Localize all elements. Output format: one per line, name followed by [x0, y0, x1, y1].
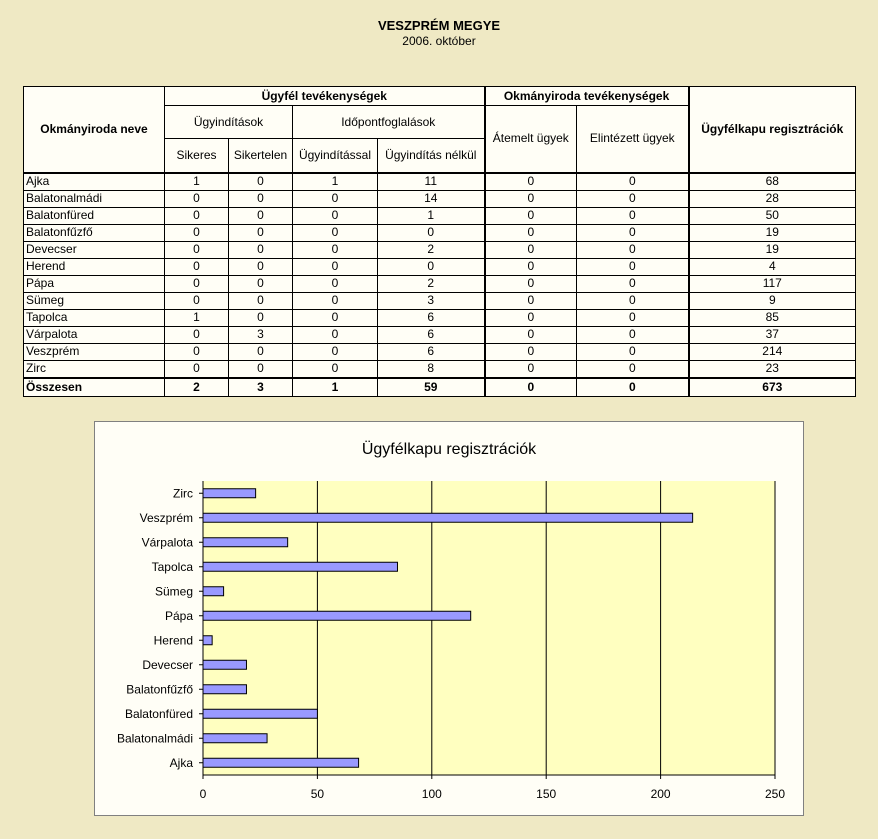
- cell-sikertelen: 0: [229, 207, 293, 224]
- header-with-initiation: Ügyindítással: [293, 139, 378, 173]
- table-row: [24, 173, 856, 191]
- header-office-name: Okmányiroda neve: [24, 87, 165, 173]
- cell-nelkul: 3: [378, 292, 485, 309]
- cell-atemelt: 0: [485, 309, 577, 326]
- table-row: [24, 292, 856, 309]
- category-label: Zirc: [173, 486, 193, 501]
- cell-sikeres: 0: [165, 275, 229, 292]
- cell-elintezett: 0: [577, 258, 689, 275]
- bar: [203, 685, 246, 694]
- cell-atemelt: 0: [485, 258, 577, 275]
- cell-sikertelen: 0: [229, 309, 293, 326]
- cell-nelkul: 6: [378, 326, 485, 343]
- cell-elintezett: 0: [577, 326, 689, 343]
- header-successful: Sikeres: [165, 139, 229, 173]
- cell-sikertelen: 3: [229, 326, 293, 343]
- cell-nelkul: 11: [378, 173, 485, 191]
- header-transferred-cases: Átemelt ügyek: [485, 106, 577, 173]
- cell-nelkul: 2: [378, 275, 485, 292]
- plot-area: [203, 481, 775, 775]
- cell-nelkul: 1: [378, 207, 485, 224]
- office-name-cell: Balatonfüred: [24, 207, 165, 224]
- cell-atemelt: 0: [485, 326, 577, 343]
- category-label: Pápa: [164, 608, 193, 623]
- category-label: Balatonfüred: [124, 706, 193, 721]
- cell-atemelt: 0: [485, 207, 577, 224]
- table-row: [24, 309, 856, 326]
- report-header: [0, 18, 878, 49]
- cell-nelkul: 6: [378, 309, 485, 326]
- cell-kapu: 9: [689, 292, 856, 309]
- x-tick-label: 100: [421, 787, 442, 801]
- bar: [203, 562, 397, 571]
- header-appointments: Időpontfoglalások: [293, 106, 485, 139]
- cell-kapu: 4: [689, 258, 856, 275]
- cell-sikertelen: 0: [229, 241, 293, 258]
- cell-nelkul: 6: [378, 343, 485, 360]
- cell-ugyinditassal: 0: [293, 207, 378, 224]
- cell-kapu: 117: [689, 275, 856, 292]
- office-name-cell: Ajka: [24, 173, 165, 191]
- category-label: Tapolca: [151, 559, 193, 574]
- office-name-cell: Összesen: [24, 378, 165, 397]
- office-name-cell: Sümeg: [24, 292, 165, 309]
- cell-sikertelen: 0: [229, 173, 293, 191]
- cell-sikertelen: 0: [229, 224, 293, 241]
- cell-elintezett: 0: [577, 173, 689, 191]
- cell-elintezett: 0: [577, 224, 689, 241]
- chart-title: Ügyfélkapu regisztrációk: [361, 441, 537, 458]
- cell-atemelt: 0: [485, 241, 577, 258]
- cell-sikeres: 0: [165, 207, 229, 224]
- cell-kapu: 19: [689, 241, 856, 258]
- cell-kapu: 19: [689, 224, 856, 241]
- total-row: [24, 378, 856, 397]
- header-client-activities: Ügyfél tevékenységek: [165, 87, 485, 106]
- table-row: [24, 190, 856, 207]
- cell-nelkul: 2: [378, 241, 485, 258]
- cell-ugyinditassal: 0: [293, 343, 378, 360]
- header-gateway-registrations: Ügyfélkapu regisztrációk: [689, 87, 856, 173]
- header-office-activities: Okmányiroda tevékenységek: [485, 87, 689, 106]
- x-tick-label: 200: [650, 787, 671, 801]
- table-row: [24, 275, 856, 292]
- table-row: [24, 326, 856, 343]
- table-row: [24, 343, 856, 360]
- cell-ugyinditassal: 0: [293, 224, 378, 241]
- office-name-cell: Veszprém: [24, 343, 165, 360]
- header-case-initiations: Ügyindítások: [165, 106, 293, 139]
- cell-sikertelen: 0: [229, 258, 293, 275]
- cell-ugyinditassal: 1: [293, 173, 378, 191]
- cell-atemelt: 0: [485, 190, 577, 207]
- cell-ugyinditassal: 1: [293, 378, 378, 397]
- bar: [203, 660, 246, 669]
- cell-kapu: 68: [689, 173, 856, 191]
- cell-kapu: 50: [689, 207, 856, 224]
- header-completed-cases: Elintézett ügyek: [577, 106, 689, 173]
- cell-nelkul: 0: [378, 224, 485, 241]
- cell-sikeres: 0: [165, 343, 229, 360]
- statistics-table: [23, 86, 856, 397]
- cell-nelkul: 0: [378, 258, 485, 275]
- office-name-cell: Pápa: [24, 275, 165, 292]
- category-label: Herend: [153, 633, 193, 648]
- table-row: [24, 360, 856, 378]
- x-tick-label: 150: [536, 787, 557, 801]
- cell-sikertelen: 0: [229, 190, 293, 207]
- cell-sikeres: 0: [165, 224, 229, 241]
- cell-nelkul: 14: [378, 190, 485, 207]
- category-label: Devecser: [142, 657, 193, 672]
- table-row: [24, 258, 856, 275]
- category-label: Sümeg: [154, 584, 193, 599]
- cell-elintezett: 0: [577, 207, 689, 224]
- cell-sikertelen: 0: [229, 275, 293, 292]
- cell-ugyinditassal: 0: [293, 309, 378, 326]
- category-label: Veszprém: [139, 510, 193, 525]
- cell-atemelt: 0: [485, 173, 577, 191]
- category-label: Balatonfűzfő: [126, 682, 193, 697]
- cell-ugyinditassal: 0: [293, 292, 378, 309]
- office-name-cell: Várpalota: [24, 326, 165, 343]
- cell-sikeres: 2: [165, 378, 229, 397]
- bar: [203, 513, 693, 522]
- bar: [203, 538, 288, 547]
- cell-elintezett: 0: [577, 241, 689, 258]
- bar-chart: [95, 422, 803, 815]
- table-row: [24, 241, 856, 258]
- bar: [203, 709, 317, 718]
- cell-kapu: 23: [689, 360, 856, 378]
- cell-atemelt: 0: [485, 224, 577, 241]
- x-tick-label: 0: [199, 787, 207, 801]
- cell-sikeres: 0: [165, 258, 229, 275]
- cell-sikeres: 0: [165, 190, 229, 207]
- header-unsuccessful: Sikertelen: [229, 139, 293, 173]
- cell-ugyinditassal: 0: [293, 360, 378, 378]
- cell-ugyinditassal: 0: [293, 258, 378, 275]
- cell-elintezett: 0: [577, 378, 689, 397]
- cell-elintezett: 0: [577, 360, 689, 378]
- cell-kapu: 673: [689, 378, 856, 397]
- cell-atemelt: 0: [485, 360, 577, 378]
- report-title: VESZPRÉM MEGYE: [377, 18, 501, 33]
- x-tick-label: 50: [310, 787, 325, 801]
- office-name-cell: Zirc: [24, 360, 165, 378]
- cell-kapu: 28: [689, 190, 856, 207]
- cell-sikertelen: 0: [229, 343, 293, 360]
- cell-elintezett: 0: [577, 343, 689, 360]
- cell-nelkul: 59: [378, 378, 485, 397]
- table-row: [24, 224, 856, 241]
- office-name-cell: Balatonalmádi: [24, 190, 165, 207]
- report-date: 2006. október: [402, 34, 476, 48]
- office-name-cell: Balatonfűzfő: [24, 224, 165, 241]
- cell-atemelt: 0: [485, 378, 577, 397]
- bar: [203, 611, 471, 620]
- cell-kapu: 214: [689, 343, 856, 360]
- cell-atemelt: 0: [485, 292, 577, 309]
- category-label: Várpalota: [141, 535, 193, 550]
- header-without-initiation: Ügyindítás nélkül: [378, 139, 485, 173]
- office-name-cell: Devecser: [24, 241, 165, 258]
- bar: [203, 758, 359, 767]
- cell-sikeres: 1: [165, 309, 229, 326]
- cell-elintezett: 0: [577, 309, 689, 326]
- cell-sikeres: 0: [165, 326, 229, 343]
- cell-ugyinditassal: 0: [293, 241, 378, 258]
- cell-sikeres: 1: [165, 173, 229, 191]
- table-row: [24, 207, 856, 224]
- cell-elintezett: 0: [577, 292, 689, 309]
- x-tick-label: 250: [764, 787, 786, 801]
- category-label: Ajka: [169, 755, 193, 770]
- bar: [203, 489, 256, 498]
- cell-ugyinditassal: 0: [293, 275, 378, 292]
- cell-atemelt: 0: [485, 343, 577, 360]
- cell-sikertelen: 3: [229, 378, 293, 397]
- office-name-cell: Herend: [24, 258, 165, 275]
- cell-sikeres: 0: [165, 360, 229, 378]
- office-name-cell: Tapolca: [24, 309, 165, 326]
- cell-ugyinditassal: 0: [293, 190, 378, 207]
- bar: [203, 734, 267, 743]
- cell-atemelt: 0: [485, 275, 577, 292]
- cell-elintezett: 0: [577, 190, 689, 207]
- cell-kapu: 37: [689, 326, 856, 343]
- cell-sikeres: 0: [165, 292, 229, 309]
- cell-sikeres: 0: [165, 241, 229, 258]
- bar: [203, 587, 224, 596]
- cell-sikertelen: 0: [229, 292, 293, 309]
- cell-nelkul: 8: [378, 360, 485, 378]
- category-label: Balatonalmádi: [116, 731, 193, 746]
- cell-ugyinditassal: 0: [293, 326, 378, 343]
- cell-kapu: 85: [689, 309, 856, 326]
- chart-panel: [94, 421, 804, 816]
- bar: [203, 636, 212, 645]
- cell-sikertelen: 0: [229, 360, 293, 378]
- cell-elintezett: 0: [577, 275, 689, 292]
